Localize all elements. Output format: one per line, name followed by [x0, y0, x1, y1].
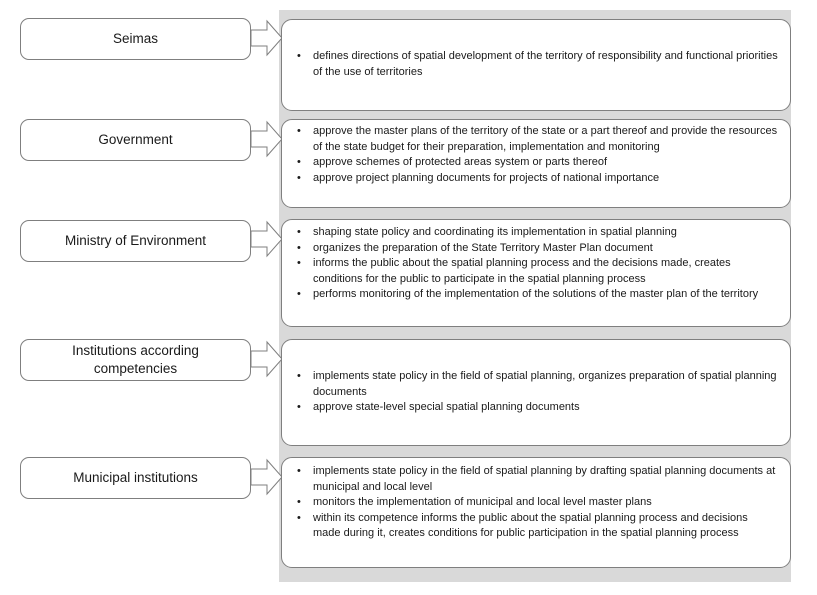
duty-box-seimas — [281, 19, 791, 111]
role-label: Municipal institutions — [73, 470, 198, 485]
duty-list — [294, 49, 778, 80]
arrow-icon — [251, 222, 282, 256]
list-item: • approve the master plans of the territory of the state or a part thereof and provide the resources of the state budget for their preparation, implementation and monitoring — [297, 125, 778, 153]
duty-list — [294, 225, 778, 303]
list-item: • organizes the preparation of the State Territory Master Plan document — [297, 241, 653, 254]
arrow-icon — [251, 342, 282, 376]
list-item: • approve schemes of protected areas system or parts thereof — [297, 156, 608, 168]
duty-box-institutions-according-competencies — [281, 339, 791, 446]
role-label: Ministry of Environment — [64, 233, 207, 248]
role-box-municipal-institutions — [20, 457, 251, 499]
role-label: Seimas — [112, 31, 158, 46]
duty-list — [294, 369, 778, 416]
arrow-icon — [251, 122, 282, 156]
role-box-ministry-of-environment — [20, 220, 251, 262]
bullet: • — [297, 50, 301, 62]
list-item: • performs monitoring of the implementation of the solutions of the master plan of the territory — [297, 288, 759, 300]
role-label: Institutions according competencies — [72, 343, 199, 376]
duty-list — [294, 464, 778, 542]
list-item: • approve state-level special spatial planning documents — [297, 401, 580, 413]
list-item: • shaping state policy and coordinating its implementation in spatial planning — [297, 226, 677, 238]
list-item: • within its competence informs the public about the spatial planning process and decisions made during it, creates conditions for public participation in the spatial planning process — [297, 511, 748, 539]
list-item: • implements state policy in the field of spatial planning by drafting spatial planning documents at municipal and local level — [297, 465, 776, 493]
duty-box-ministry-of-environment — [281, 219, 791, 327]
arrow-icon — [251, 21, 282, 55]
arrow-icon — [251, 460, 282, 494]
duty-list — [294, 124, 778, 186]
list-item: • defines directions of spatial development of the territory of responsibility and functional priorities of the use of territories — [297, 50, 778, 78]
duty-box-municipal-institutions — [281, 457, 791, 568]
role-box-institutions-according-competencies — [20, 339, 251, 381]
list-item: • implements state policy in the field of spatial planning, organizes preparation of spatial planning documents — [297, 370, 777, 398]
role-box-government — [20, 119, 251, 161]
list-item: • informs the public about the spatial planning process and the decisions made, creates conditions for the public to participate in the spatial planning process — [297, 257, 731, 285]
role-box-seimas — [20, 18, 251, 60]
role-label: Government — [98, 132, 173, 147]
duty-box-government — [281, 119, 791, 208]
list-item: • approve project planning documents for projects of national importance — [297, 171, 660, 184]
list-item: • monitors the implementation of municipal and local level master plans — [297, 496, 652, 508]
